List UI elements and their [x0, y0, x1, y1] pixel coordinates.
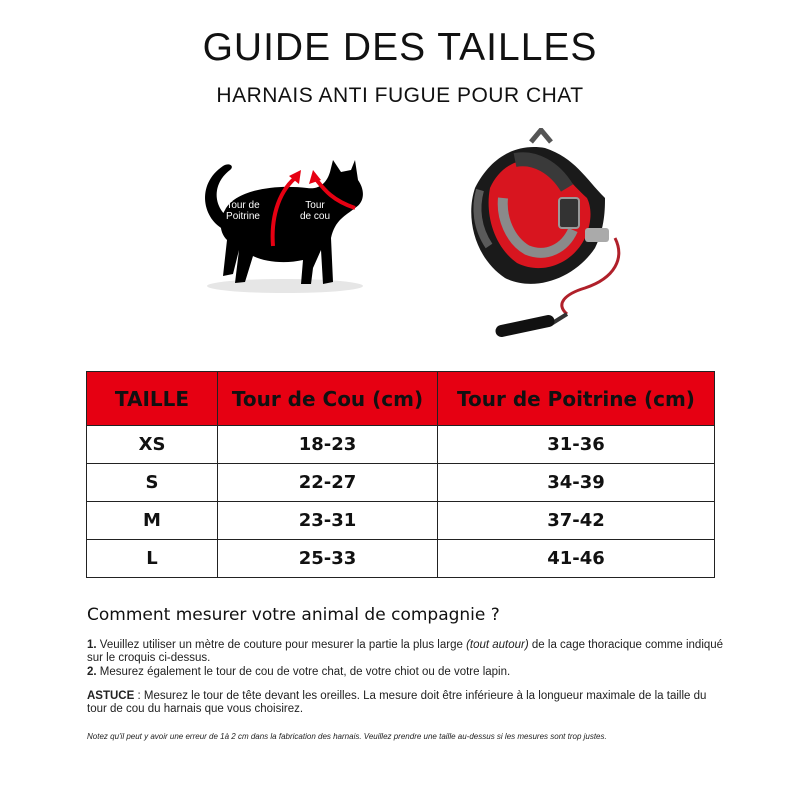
instruction-tip: ASTUCE : Mesurez le tour de tête devant les oreilles. La mesure doit être inférieure à la longueur maximale de la taille du tour de cou du harnais que vous choisirez.: [87, 690, 707, 715]
instruction-step-2: 2. Mesurez également le tour de cou de votre chat, de votre chiot ou de votre lapin.: [87, 666, 511, 678]
table-row: [87, 464, 715, 502]
chest-cell: 37-42: [438, 502, 715, 540]
size-cell: XS: [87, 426, 218, 464]
footnote: Notez qu'il peut y avoir une erreur de 1à 2 cm dans la fabrication des harnais. Veuillez prendre une taille au-dessus si les mesures sont trop justes.: [87, 732, 607, 741]
chest-cell: 31-36: [438, 426, 715, 464]
cat-measurement-illustration: [195, 150, 375, 300]
instruction-step-1: 1. Veuillez utiliser un mètre de couture pour mesurer la partie la plus large (tout autour) de la cage thoracique comme indiqué sur le croquis ci-dessus.: [87, 639, 724, 664]
chest-cell: 41-46: [438, 540, 715, 578]
header-chest: Tour de Poitrine (cm): [438, 372, 715, 426]
neck-label: Tour de cou: [299, 200, 331, 222]
header-neck: Tour de Cou (cm): [218, 372, 438, 426]
chest-label: Tour de Poitrine: [226, 200, 260, 222]
table-row: [87, 426, 715, 464]
neck-cell: 18-23: [218, 426, 438, 464]
leash-handle: [494, 314, 555, 338]
chest-cell: 34-39: [438, 464, 715, 502]
table-row: [87, 540, 715, 578]
page-title: GUIDE DES TAILLES: [202, 26, 598, 69]
header-size: TAILLE: [87, 372, 218, 426]
page-subtitle: HARNAIS ANTI FUGUE POUR CHAT: [216, 84, 584, 107]
size-cell: L: [87, 540, 218, 578]
size-cell: M: [87, 502, 218, 540]
table-row: [87, 502, 715, 540]
harness-product-image: [455, 128, 645, 350]
neck-cell: 22-27: [218, 464, 438, 502]
size-table-header: [87, 372, 715, 426]
size-table: [86, 371, 715, 578]
neck-cell: 23-31: [218, 502, 438, 540]
cat-shadow: [207, 279, 363, 293]
instructions-title: Comment mesurer votre animal de compagnie ?: [87, 605, 500, 625]
neck-cell: 25-33: [218, 540, 438, 578]
size-cell: S: [87, 464, 218, 502]
